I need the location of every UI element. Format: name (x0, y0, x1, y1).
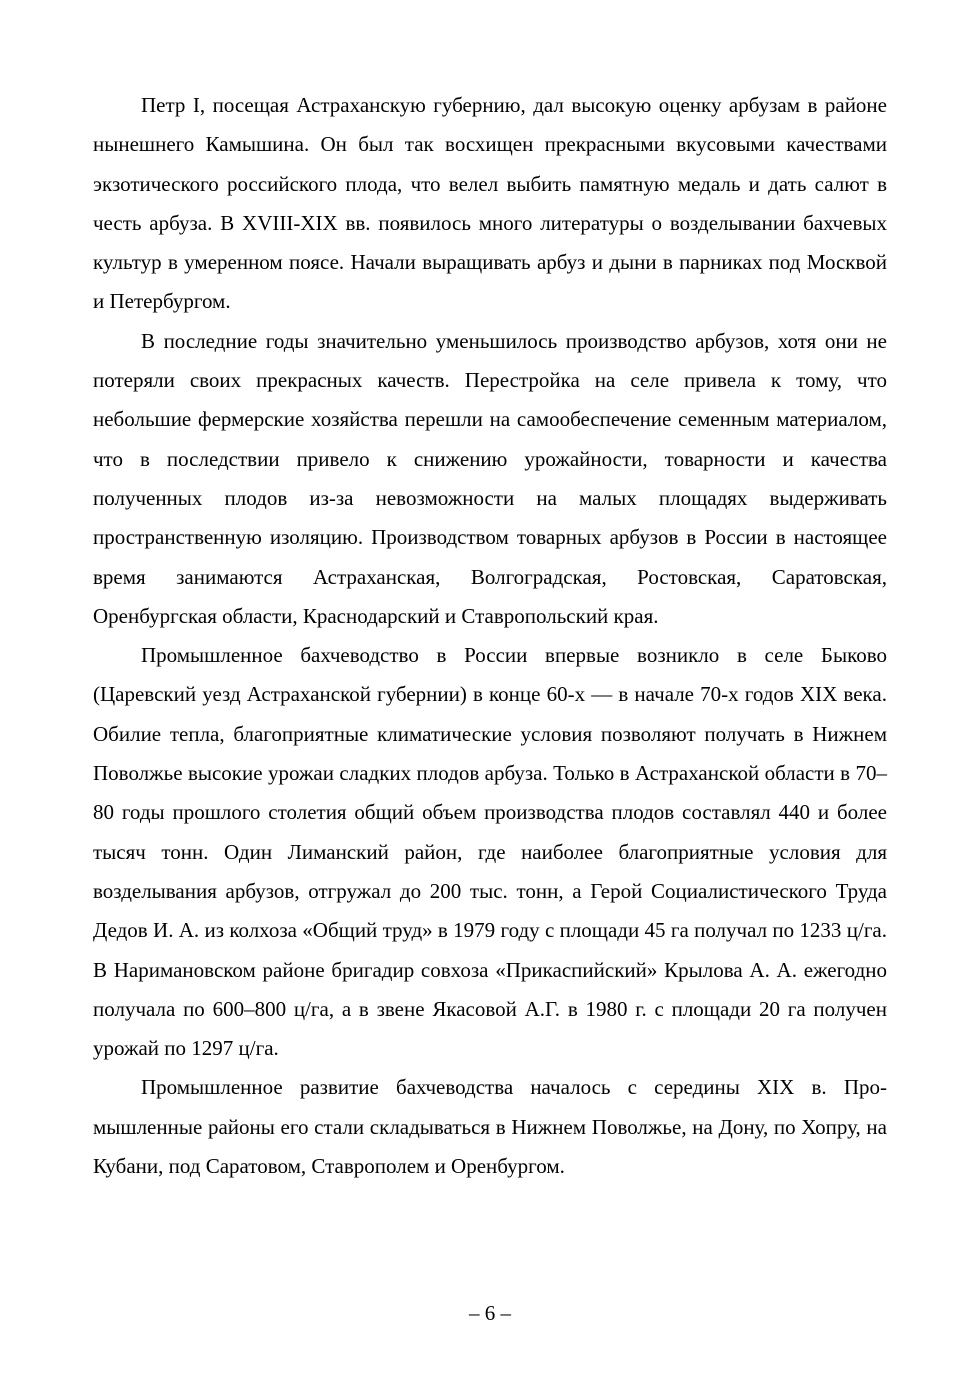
page-number: – 6 – (469, 1301, 511, 1325)
paragraph-industrial-origin: Промышленное бахчеводство в России впервые возникло в селе Быково (Царевский уезд Астраханской губернии) в конце 60-х — в начале 70-х годов XIX века. Обилие тепла, благоприятные климатические условия позволяют получать в Нижнем Поволжье высокие урожаи сладких плодов арбуза. Только в Астраханской области в 70–80 годы прошлого столетия общий объем производства плодов составлял 440 и более тысяч тонн. Один Лиманский район, где наиболее благоприятные условия для возделывания арбузов, отгружал до 200 тыс. тонн, а Герой Социалистического Труда Дедов И. А. из колхоза «Общий труд» в 1979 году с площади 45 га получал по 1233 ц/га. В Наримановском районе бригадир совхоза «Прикаспийский» Крылова А. А. ежегодно получала по 600–800 ц/га, а в звене Якасовой А.Г. в 1980 г. с площади 20 га получен урожай по 1297 ц/га. (93, 643, 887, 1061)
paragraph-industrial-development: Промышленное развитие бахчеводства началось с середины XIX в. Промышленные районы его стали складываться в Нижнем Поволжье, на Дону, по Хопру, на Кубани, под Саратовом, Ставрополем и Оренбургом. (93, 1075, 887, 1179)
paragraph-peter-i: Петр I, посещая Астраханскую губернию, дал высокую оценку арбузам в районе нынешнего Камышина. Он был так восхищен прекрасными вкусовыми качествами экзотического российского плода, что велел выбить памятную медаль и дать салют в честь арбуза. В XVIII-XIX вв. появилось много литературы о возделывании бахчевых культур в умеренном поясе. Начали выращивать арбуз и дыни в парниках под Москвой и Петербургом. (93, 93, 887, 314)
document-body (93, 86, 887, 1186)
paragraph-recent-years: В последние годы значительно уменьшилось производство арбузов, хотя они не потеряли своих прекрасных качеств. Перестройка на селе привела к тому, что небольшие фермерские хозяйства перешли на самообеспечение семенным материалом, что в последствии привело к снижению урожайности, товарности и качества полученных плодов из-за невозможности на малых площадях выдерживать пространственную изоляцию. Производством товарных арбузов в России в настоящее время занимаются Астраханская, Волгоградская, Ростовская, Саратовская, Оренбургская области, Краснодарский и Ставропольский края. (93, 328, 887, 628)
